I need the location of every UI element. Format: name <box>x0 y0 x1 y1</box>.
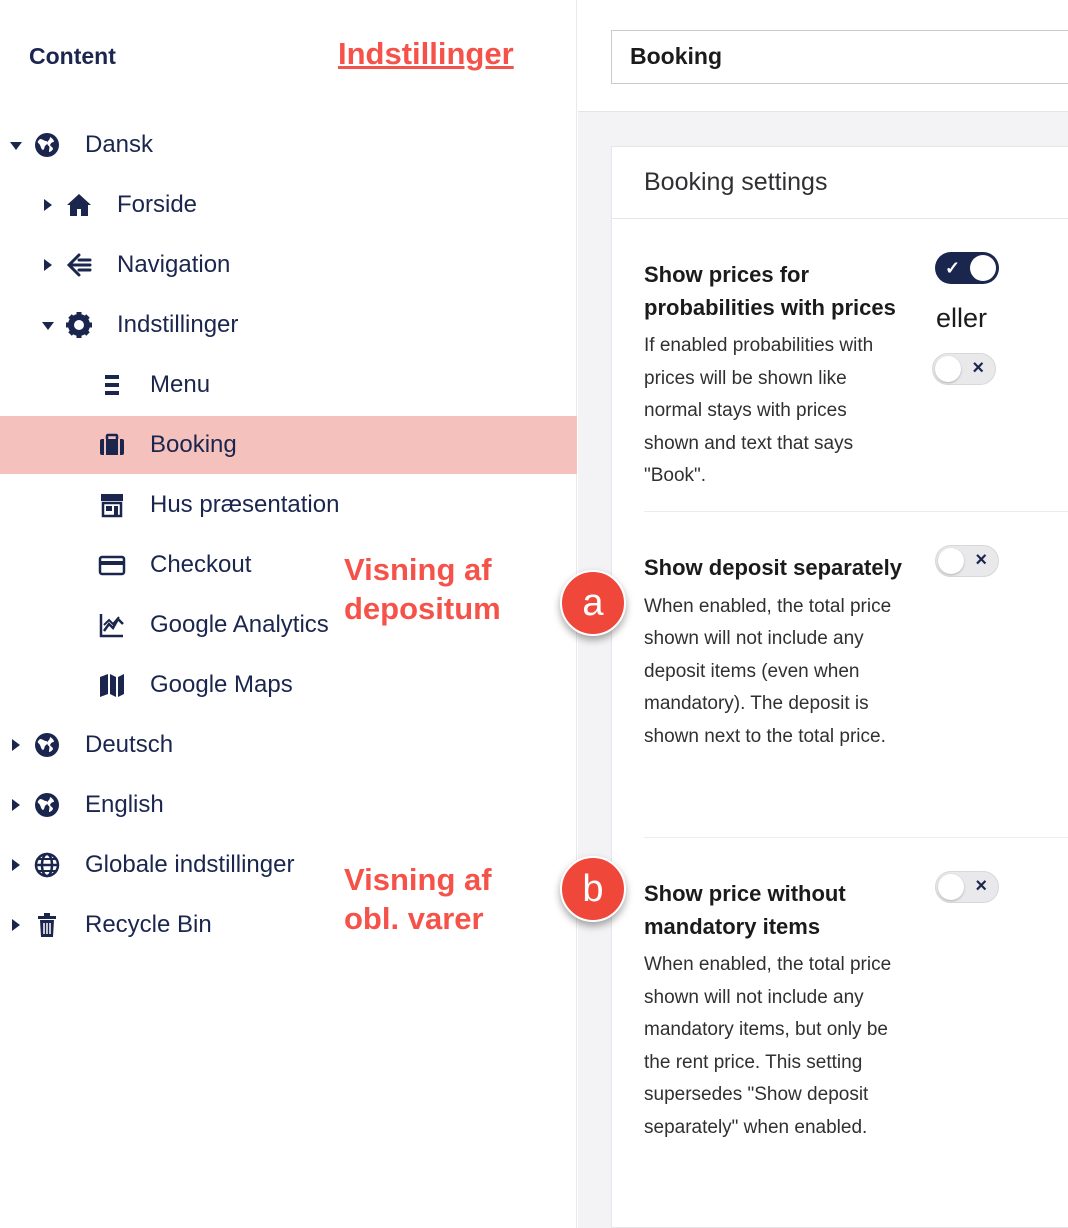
annotation-deposit-line2: depositum <box>344 591 501 626</box>
property-show-prices-probabilities <box>644 259 1068 493</box>
annotation-mandatory-line2: obl. varer <box>344 901 484 936</box>
tree-node-menu[interactable] <box>0 356 577 414</box>
caret-down-icon[interactable] <box>10 142 22 150</box>
tree-node-label: Booking <box>150 431 237 458</box>
property-show-deposit-separately <box>644 552 1068 753</box>
home-icon <box>65 191 93 219</box>
tree-node-english[interactable] <box>0 776 577 834</box>
caret-right-icon[interactable] <box>12 739 20 751</box>
card-header <box>612 147 1068 219</box>
property-label: Show prices for probabilities with prices <box>644 262 896 320</box>
tree-node-google-maps[interactable] <box>0 656 577 714</box>
close-icon: × <box>975 875 987 897</box>
tree-node-forside[interactable] <box>0 176 577 234</box>
tree-node-label: Google Maps <box>150 671 293 698</box>
toggle-show-price-without-mandatory[interactable] <box>935 871 999 903</box>
editor-header <box>578 0 1068 112</box>
property-divider <box>644 837 1068 838</box>
tree-node-label: Checkout <box>150 551 252 578</box>
annotation-badge-b: b <box>560 856 626 922</box>
tree-node-indstillinger[interactable] <box>0 296 577 354</box>
section-title: Booking settings <box>644 168 828 196</box>
close-icon: × <box>975 549 987 571</box>
tree-node-label: Dansk <box>85 131 154 158</box>
node-name-input[interactable]: Booking <box>611 30 1068 84</box>
globe-icon <box>33 731 61 759</box>
toggle-knob <box>970 255 996 281</box>
property-description: When enabled, the total price shown will not include any deposit items (even when mandatory). The deposit is shown next to the total price. <box>644 595 892 747</box>
property-show-price-without-mandatory <box>644 878 1068 1144</box>
check-icon: ✓ <box>945 258 961 278</box>
trash-icon <box>33 911 61 939</box>
property-divider <box>644 511 1068 512</box>
chart-icon <box>98 611 126 639</box>
caret-right-icon[interactable] <box>12 919 20 931</box>
caret-down-icon[interactable] <box>42 322 54 330</box>
annotation-deposit-line1: Visning af <box>344 552 492 587</box>
navigation-icon <box>65 251 93 279</box>
tree-node-label: Forside <box>117 191 198 218</box>
close-icon: × <box>972 357 984 379</box>
tree-node-deutsch[interactable] <box>0 716 577 774</box>
tree-node-label: English <box>85 791 164 818</box>
tree-node-label: Google Analytics <box>150 611 329 638</box>
briefcase-icon <box>98 431 126 459</box>
tree-node-booking[interactable] <box>0 416 577 474</box>
caret-right-icon[interactable] <box>44 199 52 211</box>
credit-card-icon <box>98 551 126 579</box>
annotation-mandatory-line1: Visning af <box>344 862 492 897</box>
map-icon <box>98 671 126 699</box>
booking-settings-card <box>611 146 1068 1228</box>
tree-node-label: Navigation <box>117 251 231 278</box>
annotation-mandatory <box>344 860 492 938</box>
annotation-deposit <box>344 550 501 628</box>
toggle-show-deposit-separately[interactable] <box>935 545 999 577</box>
annotation-badge-a: a <box>560 570 626 636</box>
tree-node-label: Globale indstillinger <box>85 851 295 878</box>
tree-node-label: Recycle Bin <box>85 911 212 938</box>
store-icon <box>98 491 126 519</box>
caret-right-icon[interactable] <box>44 259 52 271</box>
globe-icon <box>33 791 61 819</box>
editor-panel <box>578 0 1068 1228</box>
annotation-indstillinger: Indstillinger <box>338 36 514 71</box>
toggle-knob <box>938 874 964 900</box>
property-description: If enabled probabilities with prices will be shown like normal stays with prices shown and text that says "Book". <box>644 335 874 486</box>
tree-node-label: Indstillinger <box>117 311 239 338</box>
toggle-show-prices-probabilities[interactable] <box>935 252 999 284</box>
caret-right-icon[interactable] <box>12 859 20 871</box>
annotation-eller: eller <box>936 303 988 333</box>
toggle-knob <box>935 356 961 382</box>
gear-icon <box>65 311 93 339</box>
tree-node-label: Hus præsentation <box>150 491 340 518</box>
globe-icon <box>33 131 61 159</box>
tree-title: Content <box>29 43 116 69</box>
tree-node-label: Menu <box>150 371 211 398</box>
property-description: When enabled, the total price shown will not include any mandatory items, but only be the rent price. This setting supersedes "Show deposit separately" when enabled. <box>644 954 892 1138</box>
property-label: Show price without mandatory items <box>644 881 846 939</box>
tree-node-navigation[interactable] <box>0 236 577 294</box>
toggle-knob <box>938 548 964 574</box>
menu-icon <box>98 371 126 399</box>
toggle-show-prices-probabilities-alt[interactable] <box>932 353 996 385</box>
tree-node-label: Deutsch <box>85 731 174 758</box>
tree-node-hus-praesentation[interactable] <box>0 476 577 534</box>
world-grid-icon <box>33 851 61 879</box>
tree-node-dansk[interactable] <box>0 116 577 174</box>
property-label: Show deposit separately <box>644 555 902 580</box>
caret-right-icon[interactable] <box>12 799 20 811</box>
